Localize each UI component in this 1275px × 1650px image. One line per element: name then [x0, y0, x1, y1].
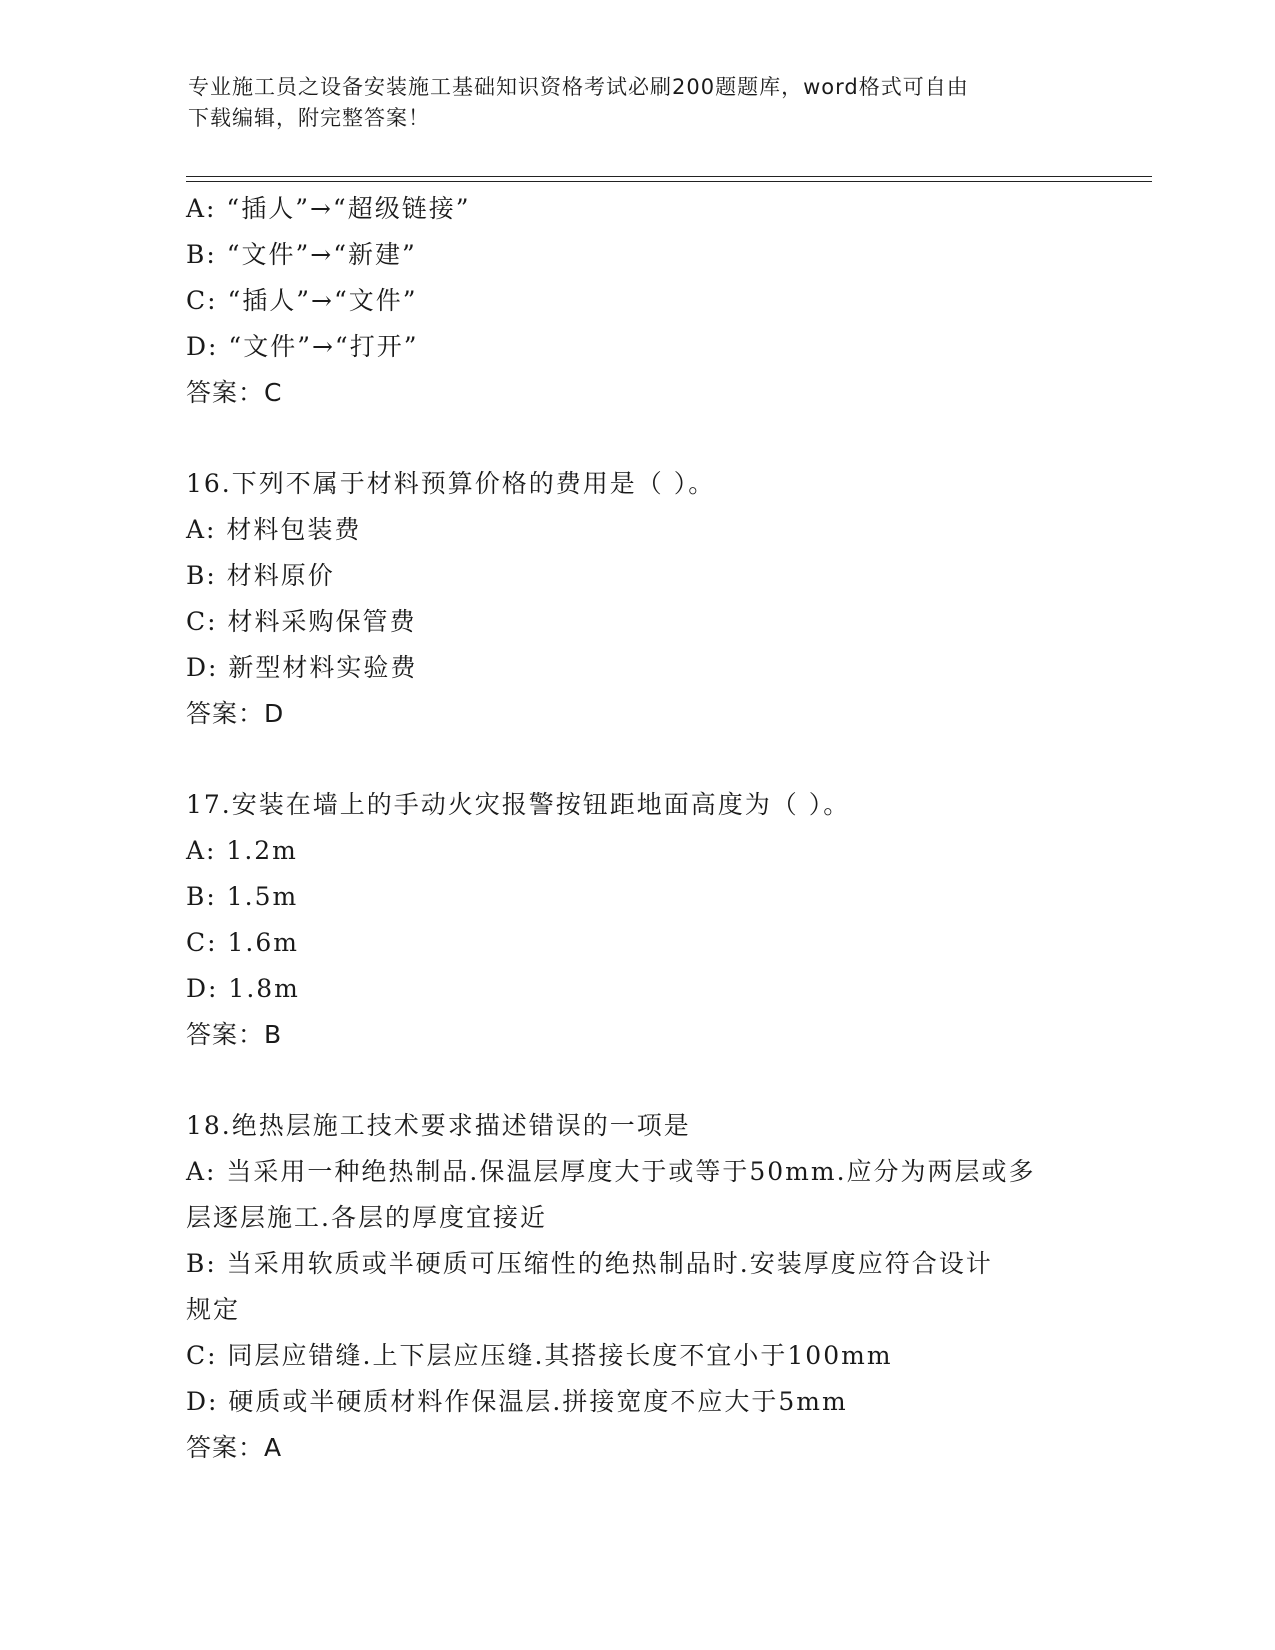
option-b-line-1: B: 当采用软质或半硬质可压缩性的绝热制品时.安装厚度应符合设计	[186, 1249, 993, 1278]
question-16	[186, 461, 1086, 737]
option-c: C: 1.6m	[186, 928, 299, 957]
option-a-line-2: 层逐层施工.各层的厚度宜接近	[186, 1203, 547, 1232]
answer-line: 答案：C	[186, 378, 283, 407]
option-b: B: 1.5m	[186, 882, 299, 911]
option-d: D: 新型材料实验费	[186, 653, 418, 682]
option-c: C: “插人”→“文件”	[186, 286, 418, 315]
question-text: 18.绝热层施工技术要求描述错误的一项是	[186, 1111, 691, 1140]
question-15	[186, 186, 1086, 416]
option-a: A: 1.2m	[186, 836, 298, 865]
question-17	[186, 782, 1086, 1058]
question-18	[186, 1103, 1086, 1471]
option-d: D: 1.8m	[186, 974, 300, 1003]
option-d: D: “文件”→“打开”	[186, 332, 419, 361]
option-a: A: “插人”→“超级链接”	[186, 194, 471, 223]
option-c: C: 材料采购保管费	[186, 607, 417, 636]
header-divider-top	[186, 176, 1152, 177]
answer-line: 答案：A	[186, 1433, 283, 1462]
header-line-2: 下载编辑，附完整答案！	[188, 106, 430, 130]
option-c: C: 同层应错缝.上下层应压缝.其搭接长度不宜小于100mm	[186, 1341, 893, 1370]
header-line-1: 专业施工员之设备安装施工基础知识资格考试必刷200题题库，word格式可自由	[188, 75, 969, 99]
question-list	[186, 186, 1086, 1471]
document-header	[188, 72, 1068, 134]
question-text: 16.下列不属于材料预算价格的费用是（ ）。	[186, 469, 716, 498]
answer-line: 答案：B	[186, 1020, 283, 1049]
question-text: 17.安装在墙上的手动火灾报警按钮距地面高度为（ ）。	[186, 790, 851, 819]
option-b: B: 材料原价	[186, 561, 335, 590]
header-divider-bottom	[186, 181, 1152, 182]
option-b: B: “文件”→“新建”	[186, 240, 417, 269]
answer-line: 答案：D	[186, 699, 285, 728]
option-b-line-2: 规定	[186, 1295, 241, 1324]
option-a-line-1: A: 当采用一种绝热制品.保温层厚度大于或等于50mm.应分为两层或多	[186, 1157, 1036, 1186]
option-d: D: 硬质或半硬质材料作保温层.拼接宽度不应大于5mm	[186, 1387, 848, 1416]
option-a: A: 材料包装费	[186, 515, 362, 544]
